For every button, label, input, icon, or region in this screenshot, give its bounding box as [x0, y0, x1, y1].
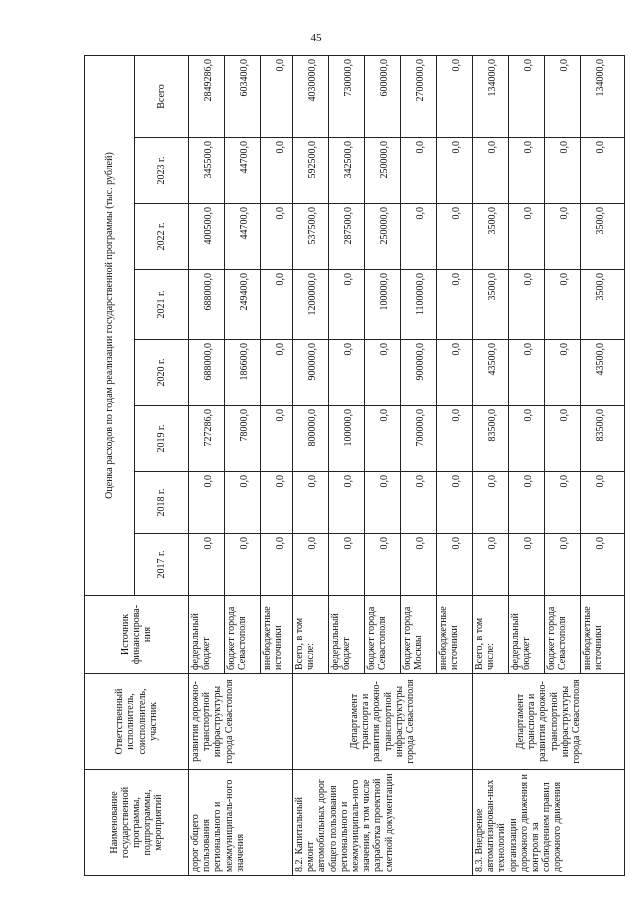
- header-estimate: Оценка расходов по годам реализации государственной программы (тыс. рублей): [85, 56, 135, 596]
- header-executor: Ответственный исполнитель, соисполнитель, участник: [85, 674, 189, 770]
- value-cell: 900000,0: [293, 340, 329, 406]
- value-cell: 0,0: [545, 534, 581, 596]
- executor-cell: Департамент транспорта и развития дорожно-транспортной инфраструктуры города Севастополя: [473, 674, 625, 770]
- value-cell: 100000,0: [365, 270, 401, 340]
- table-row: [473, 56, 509, 876]
- value-cell: 0,0: [225, 472, 261, 534]
- source-cell: федеральный бюджет: [509, 596, 545, 674]
- value-cell: 603400,0: [225, 56, 261, 138]
- value-cell: 44700,0: [225, 138, 261, 204]
- value-cell: 4030000,0: [293, 56, 329, 138]
- value-cell: 730000,0: [329, 56, 365, 138]
- value-cell: 0,0: [437, 56, 473, 138]
- value-cell: 0,0: [261, 472, 293, 534]
- value-cell: 250000,0: [365, 204, 401, 270]
- value-cell: 3500,0: [473, 204, 509, 270]
- value-cell: 0,0: [365, 472, 401, 534]
- source-cell: внебюджетные источники: [261, 596, 293, 674]
- value-cell: 44700,0: [225, 204, 261, 270]
- value-cell: 400500,0: [189, 204, 225, 270]
- value-cell: 0,0: [545, 340, 581, 406]
- program-name-cell: 8.2. Капитальный ремонт автомобильных дорог общего пользования регионального и межмуниципаль-ного значения, в том числе разработка проектной сметной документации: [293, 770, 473, 876]
- header-name: Наименование государственной программы, подпрограммы, мероприятий: [85, 770, 189, 876]
- value-cell: 0,0: [329, 340, 365, 406]
- value-cell: 3500,0: [581, 204, 625, 270]
- value-cell: 0,0: [509, 472, 545, 534]
- value-cell: 3500,0: [473, 270, 509, 340]
- value-cell: 78000,0: [225, 406, 261, 472]
- value-cell: 0,0: [261, 56, 293, 138]
- value-cell: 0,0: [437, 340, 473, 406]
- value-cell: 342500,0: [329, 138, 365, 204]
- value-cell: 0,0: [365, 406, 401, 472]
- value-cell: 600000,0: [365, 56, 401, 138]
- value-cell: 0,0: [365, 340, 401, 406]
- value-cell: 0,0: [509, 56, 545, 138]
- value-cell: 0,0: [545, 56, 581, 138]
- value-cell: 0,0: [261, 406, 293, 472]
- value-cell: 287500,0: [329, 204, 365, 270]
- value-cell: 0,0: [329, 534, 365, 596]
- value-cell: 249400,0: [225, 270, 261, 340]
- value-cell: 0,0: [189, 472, 225, 534]
- value-cell: 0,0: [329, 270, 365, 340]
- value-cell: 0,0: [509, 534, 545, 596]
- value-cell: 1100000,0: [401, 270, 437, 340]
- value-cell: 0,0: [437, 406, 473, 472]
- value-cell: 0,0: [509, 204, 545, 270]
- table-row: [189, 56, 225, 876]
- value-cell: 0,0: [581, 472, 625, 534]
- value-cell: 688000,0: [189, 340, 225, 406]
- source-cell: бюджет города Севастополя: [365, 596, 401, 674]
- value-cell: 0,0: [545, 406, 581, 472]
- value-cell: 0,0: [261, 534, 293, 596]
- value-cell: 0,0: [509, 340, 545, 406]
- page-number: 45: [310, 32, 322, 44]
- value-cell: 727286,0: [189, 406, 225, 472]
- value-cell: 0,0: [509, 270, 545, 340]
- value-cell: 592500,0: [293, 138, 329, 204]
- value-cell: 0,0: [261, 270, 293, 340]
- source-cell: федеральный бюджет: [329, 596, 365, 674]
- header-year: 2022 г.: [135, 204, 189, 270]
- financing-table: [84, 55, 625, 876]
- value-cell: 800000,0: [293, 406, 329, 472]
- value-cell: 0,0: [581, 138, 625, 204]
- value-cell: 83500,0: [581, 406, 625, 472]
- value-cell: 0,0: [261, 340, 293, 406]
- value-cell: 2849286,0: [189, 56, 225, 138]
- value-cell: 688000,0: [189, 270, 225, 340]
- header-year: 2017 г.: [135, 534, 189, 596]
- value-cell: 0,0: [473, 472, 509, 534]
- value-cell: 0,0: [509, 406, 545, 472]
- value-cell: 3500,0: [581, 270, 625, 340]
- value-cell: 83500,0: [473, 406, 509, 472]
- value-cell: 0,0: [329, 472, 365, 534]
- header-year: 2020 г.: [135, 340, 189, 406]
- header-year: 2021 г.: [135, 270, 189, 340]
- value-cell: 0,0: [401, 138, 437, 204]
- value-cell: 900000,0: [401, 340, 437, 406]
- source-cell: Всего, в том числе:: [473, 596, 509, 674]
- value-cell: 537500,0: [293, 204, 329, 270]
- executor-cell: Департамент транспорта и развития дорожно-транспортной инфраструктуры города Севастополя: [293, 674, 473, 770]
- value-cell: 0,0: [437, 204, 473, 270]
- value-cell: 0,0: [293, 534, 329, 596]
- value-cell: 0,0: [437, 534, 473, 596]
- value-cell: 0,0: [437, 138, 473, 204]
- source-cell: федеральный бюджет: [189, 596, 225, 674]
- value-cell: 0,0: [545, 138, 581, 204]
- value-cell: 345500,0: [189, 138, 225, 204]
- value-cell: 0,0: [509, 138, 545, 204]
- value-cell: 0,0: [401, 472, 437, 534]
- value-cell: 0,0: [545, 270, 581, 340]
- value-cell: 134000,0: [473, 56, 509, 138]
- value-cell: 0,0: [473, 138, 509, 204]
- value-cell: 2700000,0: [401, 56, 437, 138]
- value-cell: 0,0: [473, 534, 509, 596]
- executor-cell: развития дорожно-транспортной инфраструктуры города Севастополя: [189, 674, 293, 770]
- source-cell: бюджет города Севастополя: [545, 596, 581, 674]
- value-cell: 0,0: [293, 472, 329, 534]
- value-cell: 0,0: [545, 204, 581, 270]
- source-cell: бюджет города Севастополя: [225, 596, 261, 674]
- table-row: [293, 56, 329, 876]
- value-cell: 43500,0: [581, 340, 625, 406]
- value-cell: 0,0: [225, 534, 261, 596]
- value-cell: 0,0: [581, 534, 625, 596]
- value-cell: 250000,0: [365, 138, 401, 204]
- value-cell: 0,0: [261, 138, 293, 204]
- header-year: 2023 г.: [135, 138, 189, 204]
- source-cell: внебюджетные источники: [581, 596, 625, 674]
- source-cell: внебюджетные источники: [437, 596, 473, 674]
- value-cell: 0,0: [365, 534, 401, 596]
- value-cell: 134000,0: [581, 56, 625, 138]
- header-year: Всего: [135, 56, 189, 138]
- value-cell: 0,0: [401, 204, 437, 270]
- value-cell: 1200000,0: [293, 270, 329, 340]
- source-cell: бюджет города Москвы: [401, 596, 437, 674]
- value-cell: 43500,0: [473, 340, 509, 406]
- value-cell: 0,0: [189, 534, 225, 596]
- program-name-cell: 8.3. Внедрение автоматизирован-ных технологий организации дорожного движения и контроля за соблюдением правил дорожного движения: [473, 770, 625, 876]
- header-year: 2019 г.: [135, 406, 189, 472]
- header-year: 2018 г.: [135, 472, 189, 534]
- header-source: Источник финансирова-ния: [85, 596, 189, 674]
- rotated-table-container: [84, 56, 606, 876]
- value-cell: 0,0: [261, 204, 293, 270]
- source-cell: Всего, в том числе:: [293, 596, 329, 674]
- value-cell: 0,0: [401, 534, 437, 596]
- value-cell: 186600,0: [225, 340, 261, 406]
- value-cell: 100000,0: [329, 406, 365, 472]
- program-name-cell: дорог общего пользования регионального и межмуниципаль-ного значения: [189, 770, 293, 876]
- value-cell: 0,0: [437, 472, 473, 534]
- value-cell: 700000,0: [401, 406, 437, 472]
- value-cell: 0,0: [545, 472, 581, 534]
- value-cell: 0,0: [437, 270, 473, 340]
